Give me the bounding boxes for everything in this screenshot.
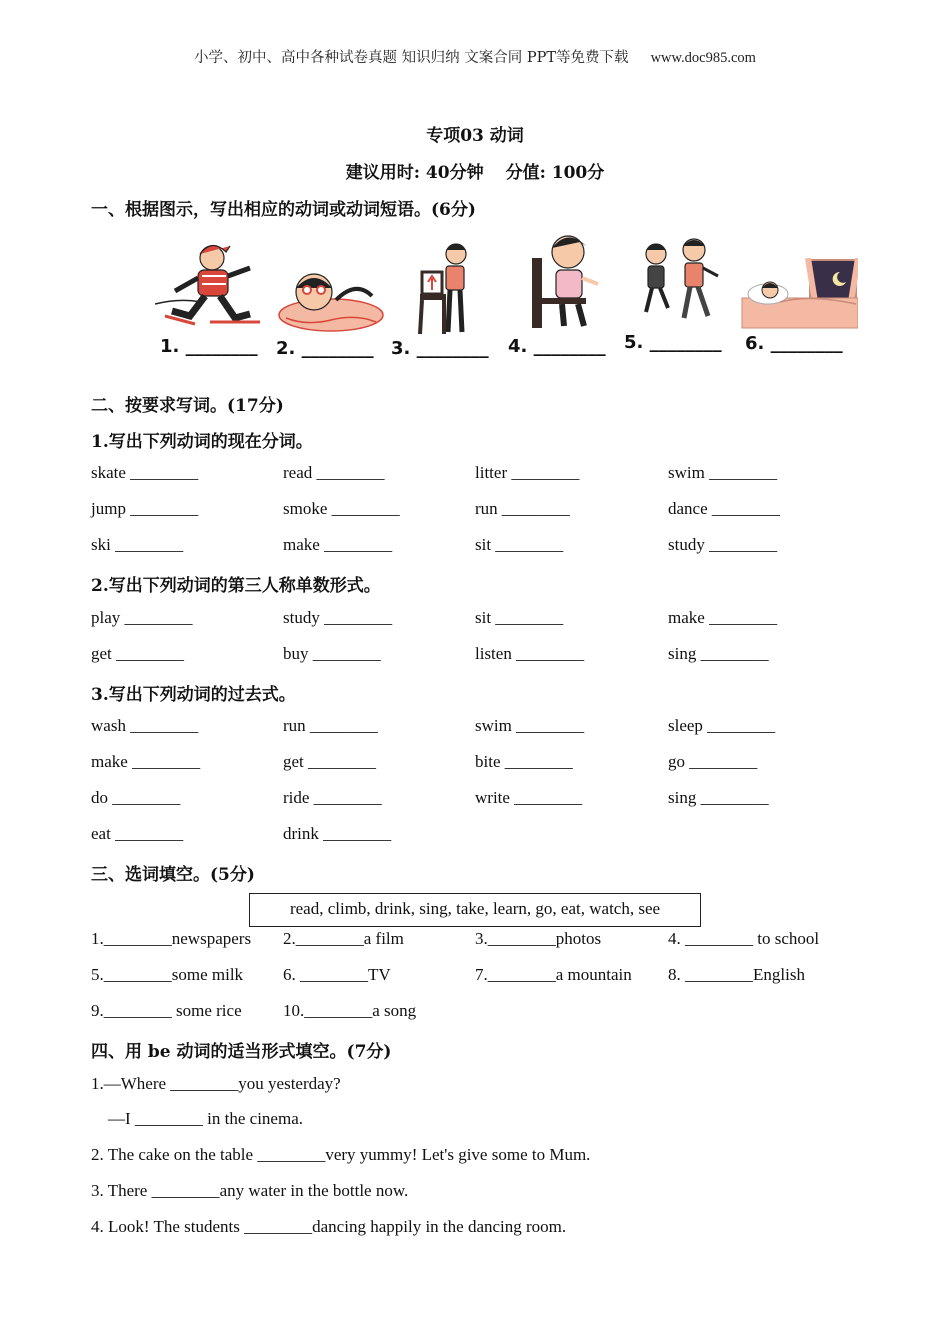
word-item[interactable]: skate ________ <box>91 463 199 482</box>
header-url[interactable]: www.doc985.com <box>650 50 756 66</box>
section-1-heading: 一、根据图示，写出相应的动词或动词短语。(6分) <box>91 200 476 220</box>
fill-item[interactable]: 7.________a mountain <box>475 965 632 984</box>
running-boys-illustration <box>638 236 728 331</box>
worksheet-title: 专项03 动词 <box>426 126 524 146</box>
word-item[interactable]: sing ________ <box>668 644 769 663</box>
picture-3-answer-blank[interactable]: 3. ________ <box>391 338 489 359</box>
total-score: 分值: 100分 <box>505 163 605 183</box>
word-row <box>91 824 871 848</box>
standing-up-boy-illustration <box>412 240 482 340</box>
word-item[interactable]: make ________ <box>283 535 393 554</box>
word-row <box>91 716 871 740</box>
word-item[interactable]: read ________ <box>283 463 385 482</box>
swimming-boy-illustration <box>276 260 386 340</box>
word-row <box>91 499 871 523</box>
section-4-heading: 四、用 be 动词的适当形式填空。(7分) <box>91 1042 392 1062</box>
skating-boy-illustration <box>150 236 270 336</box>
be-question-2[interactable]: 2. The cake on the table ________very yummy! Let's give some to Mum. <box>91 1145 591 1164</box>
word-row <box>91 788 871 812</box>
word-item[interactable]: bite ________ <box>475 752 573 771</box>
be-question-1[interactable]: 1.—Where ________you yesterday? <box>91 1074 341 1093</box>
be-question-4[interactable]: 4. Look! The students ________dancing happily in the dancing room. <box>91 1217 567 1236</box>
word-item[interactable]: drink ________ <box>283 824 392 843</box>
word-item[interactable]: swim ________ <box>668 463 778 482</box>
word-item[interactable]: smoke ________ <box>283 499 400 518</box>
word-item[interactable]: play ________ <box>91 608 193 627</box>
part2-q3-title: 3.写出下列动词的过去式。 <box>91 685 296 705</box>
word-item[interactable]: buy ________ <box>283 644 381 663</box>
word-item[interactable]: litter ________ <box>475 463 580 482</box>
word-item[interactable]: swim ________ <box>475 716 585 735</box>
fill-item[interactable]: 5.________some milk <box>91 965 244 984</box>
fill-row <box>91 929 871 953</box>
word-item[interactable]: run ________ <box>283 716 378 735</box>
word-item[interactable]: ski ________ <box>91 535 184 554</box>
fill-row <box>91 965 871 989</box>
be-question-1-answer[interactable]: —I ________ in the cinema. <box>91 1109 303 1128</box>
word-item[interactable]: ride ________ <box>283 788 382 807</box>
picture-row <box>150 232 860 367</box>
page-header <box>0 46 950 67</box>
fill-item[interactable]: 3.________photos <box>475 929 602 948</box>
fill-item[interactable]: 1.________newspapers <box>91 929 252 948</box>
word-item[interactable]: listen ________ <box>475 644 585 663</box>
word-item[interactable]: wash ________ <box>91 716 199 735</box>
section-3-heading: 三、选词填空。(5分) <box>91 865 255 885</box>
word-item[interactable]: dance ________ <box>668 499 780 518</box>
word-row <box>91 535 871 559</box>
word-item[interactable]: make ________ <box>91 752 201 771</box>
word-row <box>91 644 871 668</box>
word-item[interactable]: run ________ <box>475 499 570 518</box>
picture-6-answer-blank[interactable]: 6. ________ <box>745 333 843 354</box>
word-bank-box: read, climb, drink, sing, take, learn, go, eat, watch, see <box>249 893 701 927</box>
sleeping-girl-illustration <box>740 258 858 330</box>
picture-5-answer-blank[interactable]: 5. ________ <box>624 332 722 353</box>
word-item[interactable]: make ________ <box>668 608 778 627</box>
part2-q1-title: 1.写出下列动词的现在分词。 <box>91 432 313 452</box>
word-item[interactable]: get ________ <box>283 752 377 771</box>
fill-item[interactable]: 6. ________TV <box>283 965 391 984</box>
be-question-3[interactable]: 3. There ________any water in the bottle now. <box>91 1181 409 1200</box>
word-item[interactable]: do ________ <box>91 788 181 807</box>
picture-4-answer-blank[interactable]: 4. ________ <box>508 336 606 357</box>
section-2-heading: 二、按要求写词。(17分) <box>91 396 284 416</box>
part2-q2-title: 2.写出下列动词的第三人称单数形式。 <box>91 576 381 596</box>
fill-item[interactable]: 4. ________ to school <box>668 929 820 948</box>
picture-1-answer-blank[interactable]: 1. ________ <box>160 336 258 357</box>
word-row <box>91 752 871 776</box>
word-row <box>91 463 871 487</box>
word-item[interactable]: study ________ <box>668 535 778 554</box>
word-item[interactable]: sleep ________ <box>668 716 776 735</box>
word-item[interactable]: jump ________ <box>91 499 199 518</box>
header-text: 小学、初中、高中各种试卷真题 知识归纳 文案合同 PPT等免费下载 <box>194 50 629 66</box>
picture-2-answer-blank[interactable]: 2. ________ <box>276 338 374 359</box>
word-item[interactable]: sing ________ <box>668 788 769 807</box>
fill-item[interactable]: 2.________a film <box>283 929 404 948</box>
word-item[interactable]: get ________ <box>91 644 185 663</box>
time-limit: 建议用时: 40分钟 <box>345 163 484 183</box>
fill-row <box>91 1001 871 1025</box>
fill-item[interactable]: 9.________ some rice <box>91 1001 242 1020</box>
word-item[interactable]: go ________ <box>668 752 758 771</box>
sitting-boy-illustration <box>528 232 618 332</box>
fill-item[interactable]: 8. ________English <box>668 965 805 984</box>
fill-item[interactable]: 10.________a song <box>283 1001 417 1020</box>
word-item[interactable]: sit ________ <box>475 608 564 627</box>
word-row <box>91 608 871 632</box>
word-item[interactable]: study ________ <box>283 608 393 627</box>
word-item[interactable]: write ________ <box>475 788 583 807</box>
word-item[interactable]: eat ________ <box>91 824 184 843</box>
word-item[interactable]: sit ________ <box>475 535 564 554</box>
worksheet-subtitle <box>0 158 950 183</box>
